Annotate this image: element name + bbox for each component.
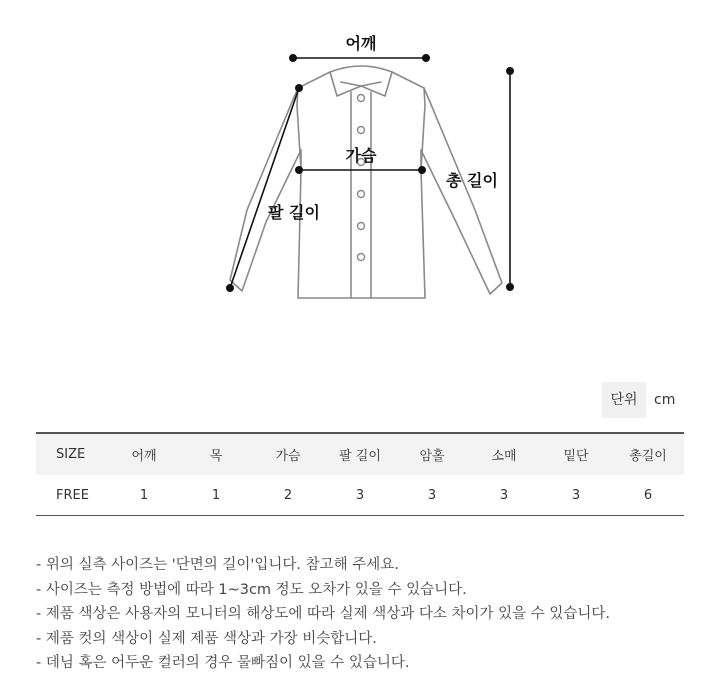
header-sleeve-length: 팔 길이 (324, 433, 396, 475)
collar-outline (330, 72, 392, 96)
size-table-header-row (36, 433, 684, 475)
cell-armhole: 3 (396, 475, 468, 516)
cell-shoulder: 1 (108, 475, 180, 516)
sleeve-length-label: 팔 길이 (268, 203, 320, 222)
header-neck: 목 (180, 433, 252, 475)
cell-sleeve-opening: 3 (468, 475, 540, 516)
size-table (36, 432, 684, 516)
shirt-measurement-diagram (0, 0, 720, 320)
header-sleeve-opening: 소매 (468, 433, 540, 475)
cell-neck: 1 (180, 475, 252, 516)
total-length-measure-start (507, 68, 513, 74)
chest-measure-start (296, 167, 302, 173)
shirt-button-2 (358, 127, 365, 134)
header-total-length: 총길이 (612, 433, 684, 475)
shoulder-measure-end (423, 55, 429, 61)
note-item: - 데님 혹은 어두운 컬러의 경우 물빠짐이 있을 수 있습니다. (36, 655, 410, 671)
unit-row (0, 382, 720, 418)
unit-value: cm (654, 392, 676, 408)
shirt-button-4 (358, 191, 365, 198)
note-item: - 제품 색상은 사용자의 모니터의 해상도에 따라 실제 색상과 다소 차이가 있을 수 있습니다. (36, 606, 611, 622)
shoulder-measure-start (290, 55, 296, 61)
cell-hem: 3 (540, 475, 612, 516)
header-size: SIZE (36, 433, 108, 475)
table-row (36, 475, 684, 516)
cell-total-length: 6 (612, 475, 684, 516)
header-chest: 가슴 (252, 433, 324, 475)
cell-size: FREE (36, 475, 108, 516)
header-shoulder: 어깨 (108, 433, 180, 475)
header-hem: 밑단 (540, 433, 612, 475)
note-item: - 사이즈는 측정 방법에 따라 1~3cm 정도 오차가 있을 수 있습니다. (36, 581, 467, 598)
total-length-measure-end (507, 284, 513, 290)
notes-list (36, 553, 716, 676)
chest-label: 가슴 (345, 146, 377, 165)
note-item: - 위의 실측 사이즈는 '단면의 길이'입니다. 참고해 주세요. (36, 557, 399, 573)
chest-measure-end (419, 167, 425, 173)
sleeve-measure-line (230, 88, 299, 288)
shirt-buttons (358, 95, 365, 261)
left-sleeve-outline (230, 88, 301, 291)
right-sleeve-outline (421, 88, 502, 294)
shirt-button-1 (358, 95, 365, 102)
cell-sleeve-length: 3 (324, 475, 396, 516)
shirt-body-outline (297, 72, 425, 298)
sleeve-measure-start (296, 85, 302, 91)
note-item: - 제품 컷의 색상이 실제 제품 색상과 가장 비슷합니다. (36, 630, 377, 647)
cell-chest: 2 (252, 475, 324, 516)
shirt-button-5 (358, 223, 365, 230)
collar-back-outline (330, 66, 392, 72)
header-armhole: 암홀 (396, 433, 468, 475)
shoulder-label: 어깨 (345, 34, 377, 53)
total-length-label: 총 길이 (446, 171, 498, 190)
shirt-diagram-svg (0, 0, 720, 320)
collar-band-outline (341, 82, 381, 86)
unit-label: 단위 (602, 382, 646, 418)
sleeve-measure-end (227, 285, 233, 291)
shirt-button-6 (358, 254, 365, 261)
